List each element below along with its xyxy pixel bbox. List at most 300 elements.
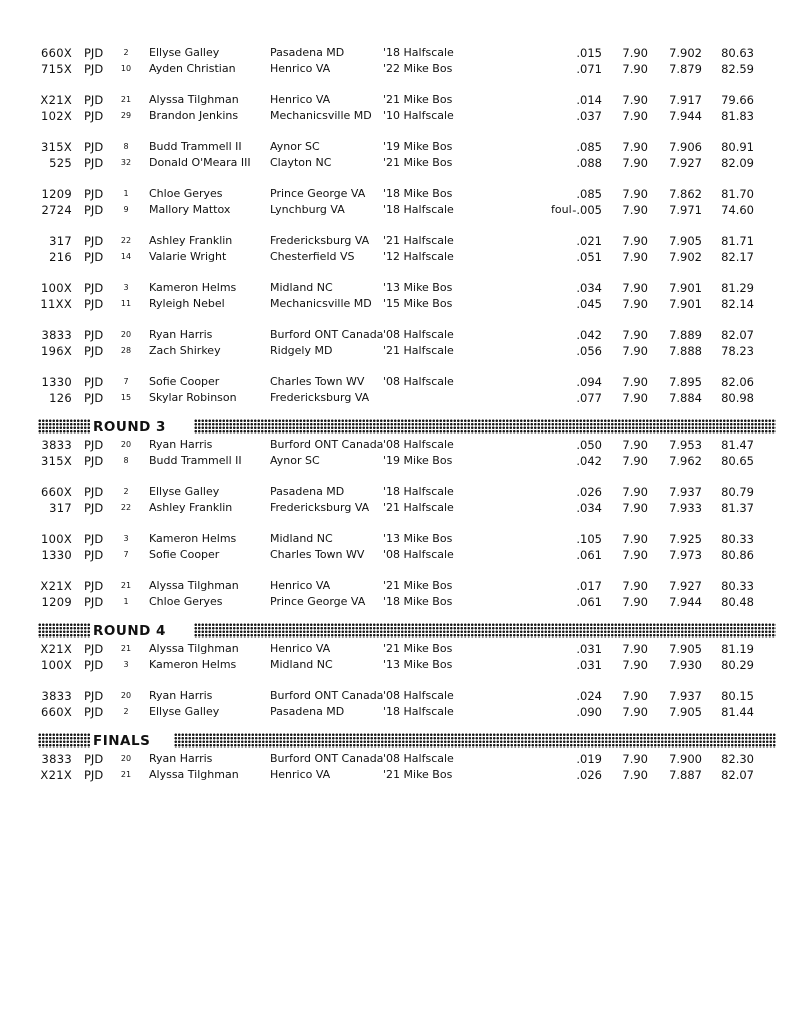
class-code: PJD (84, 689, 104, 703)
car-number: 315X (40, 454, 72, 468)
dotted-rule-right (194, 623, 776, 638)
result-row (0, 437, 800, 453)
driver-name: Ryan Harris (149, 328, 213, 341)
dial-in: 7.90 (622, 454, 648, 468)
dial-in: 7.90 (622, 658, 648, 672)
speed-mph: 80.86 (721, 548, 754, 562)
location: Charles Town WV (270, 375, 365, 388)
reaction-time: .042 (576, 454, 602, 468)
position-number: 2 (123, 707, 129, 716)
vehicle: '08 Halfscale (383, 689, 454, 702)
vehicle: '21 Halfscale (383, 501, 454, 514)
vehicle: '13 Mike Bos (383, 658, 453, 671)
position-number: 8 (123, 456, 129, 465)
speed-mph: 79.66 (721, 93, 754, 107)
position-number: 21 (120, 581, 132, 590)
class-code: PJD (84, 705, 104, 719)
position-number: 20 (120, 754, 132, 763)
car-number: 102X (40, 109, 72, 123)
speed-mph: 80.15 (721, 689, 754, 703)
elapsed-time: 7.884 (669, 391, 702, 405)
vehicle: '13 Mike Bos (383, 532, 453, 545)
elapsed-time: 7.902 (669, 250, 702, 264)
reaction-time: .034 (576, 501, 602, 515)
vehicle: '08 Halfscale (383, 438, 454, 451)
result-row (0, 578, 800, 594)
position-number: 22 (120, 503, 132, 512)
location: Ridgely MD (270, 344, 333, 357)
result-row (0, 108, 800, 124)
reaction-time: .061 (576, 548, 602, 562)
car-number: 216 (49, 250, 72, 264)
class-code: PJD (84, 375, 104, 389)
position-number: 29 (120, 111, 132, 120)
vehicle: '08 Halfscale (383, 548, 454, 561)
class-code: PJD (84, 438, 104, 452)
elapsed-time: 7.906 (669, 140, 702, 154)
location: Burford ONT Canada (270, 689, 384, 702)
car-number: 660X (40, 485, 72, 499)
speed-mph: 80.33 (721, 579, 754, 593)
car-number: X21X (40, 768, 72, 782)
speed-mph: 80.48 (721, 595, 754, 609)
speed-mph: 82.06 (721, 375, 754, 389)
location: Henrico VA (270, 93, 331, 106)
driver-name: Ashley Franklin (149, 501, 233, 514)
elapsed-time: 7.937 (669, 485, 702, 499)
class-code: PJD (84, 501, 104, 515)
position-number: 3 (123, 283, 129, 292)
driver-name: Alyssa Tilghman (149, 579, 239, 592)
result-row (0, 641, 800, 657)
dial-in: 7.90 (622, 109, 648, 123)
class-code: PJD (84, 328, 104, 342)
vehicle: '18 Mike Bos (383, 187, 453, 200)
speed-mph: 81.71 (721, 234, 754, 248)
vehicle: '21 Mike Bos (383, 93, 453, 106)
car-number: 3833 (41, 438, 72, 452)
location: Pasadena MD (270, 485, 345, 498)
speed-mph: 80.33 (721, 532, 754, 546)
position-number: 7 (123, 550, 129, 559)
driver-name: Donald O'Meara III (149, 156, 251, 169)
class-code: PJD (84, 62, 104, 76)
position-number: 28 (120, 346, 132, 355)
reaction-time: .042 (576, 328, 602, 342)
driver-name: Ryan Harris (149, 438, 213, 451)
round-header (38, 621, 776, 641)
result-row (0, 280, 800, 296)
car-number: 3833 (41, 752, 72, 766)
car-number: 1209 (41, 187, 72, 201)
dial-in: 7.90 (622, 62, 648, 76)
car-number: 3833 (41, 689, 72, 703)
car-number: 126 (49, 391, 72, 405)
driver-name: Alyssa Tilghman (149, 768, 239, 781)
car-number: X21X (40, 642, 72, 656)
reaction-time: .014 (576, 93, 602, 107)
result-row (0, 657, 800, 673)
location: Henrico VA (270, 579, 331, 592)
location: Fredericksburg VA (270, 501, 370, 514)
dial-in: 7.90 (622, 501, 648, 515)
reaction-time: .094 (576, 375, 602, 389)
class-code: PJD (84, 46, 104, 60)
result-row (0, 547, 800, 563)
speed-mph: 81.37 (721, 501, 754, 515)
vehicle: '12 Halfscale (383, 250, 454, 263)
dotted-rule-left (38, 623, 90, 638)
car-number: 317 (49, 501, 72, 515)
location: Mechanicsville MD (270, 297, 372, 310)
elapsed-time: 7.944 (669, 595, 702, 609)
driver-name: Chloe Geryes (149, 187, 223, 200)
position-number: 3 (123, 660, 129, 669)
class-code: PJD (84, 93, 104, 107)
reaction-time: .077 (576, 391, 602, 405)
dial-in: 7.90 (622, 203, 648, 217)
reaction-time: .026 (576, 768, 602, 782)
location: Burford ONT Canada (270, 438, 384, 451)
car-number: 3833 (41, 328, 72, 342)
result-row (0, 688, 800, 704)
dial-in: 7.90 (622, 250, 648, 264)
elapsed-time: 7.887 (669, 768, 702, 782)
elapsed-time: 7.962 (669, 454, 702, 468)
speed-mph: 82.17 (721, 250, 754, 264)
result-row (0, 155, 800, 171)
driver-name: Zach Shirkey (149, 344, 221, 357)
driver-name: Budd Trammell II (149, 454, 242, 467)
speed-mph: 80.63 (721, 46, 754, 60)
dial-in: 7.90 (622, 642, 648, 656)
dial-in: 7.90 (622, 156, 648, 170)
vehicle: '18 Mike Bos (383, 595, 453, 608)
dotted-rule-left (38, 733, 90, 748)
result-row (0, 186, 800, 202)
elapsed-time: 7.905 (669, 705, 702, 719)
class-code: PJD (84, 156, 104, 170)
foul-flag: foul (551, 203, 572, 216)
result-row (0, 92, 800, 108)
reaction-time: .085 (576, 187, 602, 201)
result-row (0, 751, 800, 767)
class-code: PJD (84, 548, 104, 562)
location: Prince George VA (270, 187, 366, 200)
result-row (0, 390, 800, 406)
car-number: 1330 (41, 548, 72, 562)
driver-name: Alyssa Tilghman (149, 642, 239, 655)
position-number: 21 (120, 770, 132, 779)
result-row (0, 249, 800, 265)
car-number: 525 (49, 156, 72, 170)
dial-in: 7.90 (622, 548, 648, 562)
elapsed-time: 7.862 (669, 187, 702, 201)
dotted-rule-right (194, 419, 776, 434)
speed-mph: 81.19 (721, 642, 754, 656)
result-row (0, 296, 800, 312)
driver-name: Alyssa Tilghman (149, 93, 239, 106)
reaction-time: .037 (576, 109, 602, 123)
location: Burford ONT Canada (270, 752, 384, 765)
class-code: PJD (84, 203, 104, 217)
driver-name: Ryan Harris (149, 689, 213, 702)
dial-in: 7.90 (622, 281, 648, 295)
position-number: 20 (120, 691, 132, 700)
position-number: 1 (123, 597, 129, 606)
dial-in: 7.90 (622, 438, 648, 452)
location: Midland NC (270, 532, 333, 545)
position-number: 21 (120, 95, 132, 104)
reaction-time: .031 (576, 658, 602, 672)
speed-mph: 82.14 (721, 297, 754, 311)
class-code: PJD (84, 532, 104, 546)
speed-mph: 82.07 (721, 768, 754, 782)
vehicle: '19 Mike Bos (383, 454, 453, 467)
driver-name: Skylar Robinson (149, 391, 237, 404)
driver-name: Sofie Cooper (149, 375, 220, 388)
elapsed-time: 7.901 (669, 297, 702, 311)
speed-mph: 81.47 (721, 438, 754, 452)
car-number: 100X (40, 281, 72, 295)
speed-mph: 80.79 (721, 485, 754, 499)
round-title: ROUND 4 (93, 623, 166, 639)
vehicle: '18 Halfscale (383, 705, 454, 718)
position-number: 15 (120, 393, 132, 402)
location: Fredericksburg VA (270, 234, 370, 247)
dial-in: 7.90 (622, 752, 648, 766)
result-row (0, 500, 800, 516)
location: Henrico VA (270, 62, 331, 75)
dial-in: 7.90 (622, 768, 648, 782)
class-code: PJD (84, 187, 104, 201)
dial-in: 7.90 (622, 391, 648, 405)
class-code: PJD (84, 752, 104, 766)
round-title: ROUND 3 (93, 419, 166, 435)
location: Burford ONT Canada (270, 328, 384, 341)
car-number: 715X (40, 62, 72, 76)
vehicle: '13 Mike Bos (383, 281, 453, 294)
speed-mph: 80.98 (721, 391, 754, 405)
result-row (0, 45, 800, 61)
car-number: 660X (40, 46, 72, 60)
class-code: PJD (84, 391, 104, 405)
result-row (0, 374, 800, 390)
elapsed-time: 7.901 (669, 281, 702, 295)
dial-in: 7.90 (622, 595, 648, 609)
speed-mph: 81.29 (721, 281, 754, 295)
result-row (0, 61, 800, 77)
reaction-time: -.005 (572, 203, 602, 217)
elapsed-time: 7.937 (669, 689, 702, 703)
speed-mph: 82.07 (721, 328, 754, 342)
elapsed-time: 7.888 (669, 344, 702, 358)
elapsed-time: 7.971 (669, 203, 702, 217)
driver-name: Mallory Mattox (149, 203, 231, 216)
reaction-time: .051 (576, 250, 602, 264)
speed-mph: 81.70 (721, 187, 754, 201)
speed-mph: 80.65 (721, 454, 754, 468)
vehicle: '18 Halfscale (383, 46, 454, 59)
reaction-time: .050 (576, 438, 602, 452)
location: Mechanicsville MD (270, 109, 372, 122)
position-number: 2 (123, 48, 129, 57)
result-row (0, 327, 800, 343)
elapsed-time: 7.944 (669, 109, 702, 123)
elapsed-time: 7.933 (669, 501, 702, 515)
driver-name: Sofie Cooper (149, 548, 220, 561)
dial-in: 7.90 (622, 234, 648, 248)
position-number: 32 (120, 158, 132, 167)
class-code: PJD (84, 234, 104, 248)
driver-name: Brandon Jenkins (149, 109, 239, 122)
vehicle: '21 Mike Bos (383, 579, 453, 592)
driver-name: Budd Trammell II (149, 140, 242, 153)
reaction-time: .105 (576, 532, 602, 546)
driver-name: Chloe Geryes (149, 595, 223, 608)
elapsed-time: 7.905 (669, 234, 702, 248)
car-number: 100X (40, 658, 72, 672)
reaction-time: .045 (576, 297, 602, 311)
elapsed-time: 7.927 (669, 156, 702, 170)
reaction-time: .056 (576, 344, 602, 358)
car-number: 1330 (41, 375, 72, 389)
speed-mph: 82.59 (721, 62, 754, 76)
reaction-time: .034 (576, 281, 602, 295)
class-code: PJD (84, 250, 104, 264)
car-number: 100X (40, 532, 72, 546)
position-number: 3 (123, 534, 129, 543)
reaction-time: .071 (576, 62, 602, 76)
elapsed-time: 7.917 (669, 93, 702, 107)
driver-name: Kameron Helms (149, 532, 237, 545)
driver-name: Ryan Harris (149, 752, 213, 765)
car-number: 317 (49, 234, 72, 248)
speed-mph: 82.09 (721, 156, 754, 170)
result-row (0, 594, 800, 610)
speed-mph: 82.30 (721, 752, 754, 766)
result-row (0, 453, 800, 469)
position-number: 11 (120, 299, 132, 308)
car-number: 11XX (40, 297, 72, 311)
location: Henrico VA (270, 642, 331, 655)
speed-mph: 80.91 (721, 140, 754, 154)
elapsed-time: 7.973 (669, 548, 702, 562)
vehicle: '19 Mike Bos (383, 140, 453, 153)
position-number: 14 (120, 252, 132, 261)
position-number: 9 (123, 205, 129, 214)
vehicle: '18 Halfscale (383, 485, 454, 498)
position-number: 2 (123, 487, 129, 496)
reaction-time: .085 (576, 140, 602, 154)
vehicle: '18 Halfscale (383, 203, 454, 216)
round-header (38, 731, 776, 751)
dotted-rule-right (174, 733, 776, 748)
position-number: 22 (120, 236, 132, 245)
class-code: PJD (84, 344, 104, 358)
car-number: 315X (40, 140, 72, 154)
dotted-rule-left (38, 419, 90, 434)
position-number: 20 (120, 440, 132, 449)
car-number: 1209 (41, 595, 72, 609)
car-number: X21X (40, 579, 72, 593)
reaction-time: .015 (576, 46, 602, 60)
result-row (0, 233, 800, 249)
vehicle: '21 Halfscale (383, 344, 454, 357)
speed-mph: 78.23 (721, 344, 754, 358)
position-number: 7 (123, 377, 129, 386)
car-number: 2724 (41, 203, 72, 217)
dial-in: 7.90 (622, 344, 648, 358)
driver-name: Kameron Helms (149, 658, 237, 671)
reaction-time: .031 (576, 642, 602, 656)
location: Chesterfield VS (270, 250, 355, 263)
class-code: PJD (84, 454, 104, 468)
result-row (0, 343, 800, 359)
location: Midland NC (270, 658, 333, 671)
location: Aynor SC (270, 454, 320, 467)
vehicle: '21 Mike Bos (383, 156, 453, 169)
result-row (0, 139, 800, 155)
driver-name: Ellyse Galley (149, 705, 220, 718)
vehicle: '21 Mike Bos (383, 642, 453, 655)
dial-in: 7.90 (622, 485, 648, 499)
class-code: PJD (84, 281, 104, 295)
result-row (0, 202, 800, 218)
vehicle: '08 Halfscale (383, 752, 454, 765)
speed-mph: 80.29 (721, 658, 754, 672)
location: Clayton NC (270, 156, 332, 169)
elapsed-time: 7.895 (669, 375, 702, 389)
reaction-time: .024 (576, 689, 602, 703)
car-number: X21X (40, 93, 72, 107)
class-code: PJD (84, 595, 104, 609)
vehicle: '08 Halfscale (383, 375, 454, 388)
class-code: PJD (84, 485, 104, 499)
driver-name: Ashley Franklin (149, 234, 233, 247)
result-row (0, 704, 800, 720)
reaction-time: .019 (576, 752, 602, 766)
driver-name: Ryleigh Nebel (149, 297, 225, 310)
location: Lynchburg VA (270, 203, 345, 216)
dial-in: 7.90 (622, 689, 648, 703)
dial-in: 7.90 (622, 140, 648, 154)
location: Midland NC (270, 281, 333, 294)
driver-name: Kameron Helms (149, 281, 237, 294)
dial-in: 7.90 (622, 532, 648, 546)
class-code: PJD (84, 642, 104, 656)
location: Henrico VA (270, 768, 331, 781)
class-code: PJD (84, 109, 104, 123)
vehicle: '21 Halfscale (383, 234, 454, 247)
class-code: PJD (84, 140, 104, 154)
vehicle: '21 Mike Bos (383, 768, 453, 781)
elapsed-time: 7.925 (669, 532, 702, 546)
result-row (0, 531, 800, 547)
location: Fredericksburg VA (270, 391, 370, 404)
class-code: PJD (84, 768, 104, 782)
elapsed-time: 7.930 (669, 658, 702, 672)
round-title: FINALS (93, 733, 151, 749)
class-code: PJD (84, 297, 104, 311)
car-number: 660X (40, 705, 72, 719)
elapsed-time: 7.927 (669, 579, 702, 593)
driver-name: Ellyse Galley (149, 46, 220, 59)
reaction-time: .090 (576, 705, 602, 719)
reaction-time: .017 (576, 579, 602, 593)
reaction-time: .061 (576, 595, 602, 609)
result-row (0, 767, 800, 783)
